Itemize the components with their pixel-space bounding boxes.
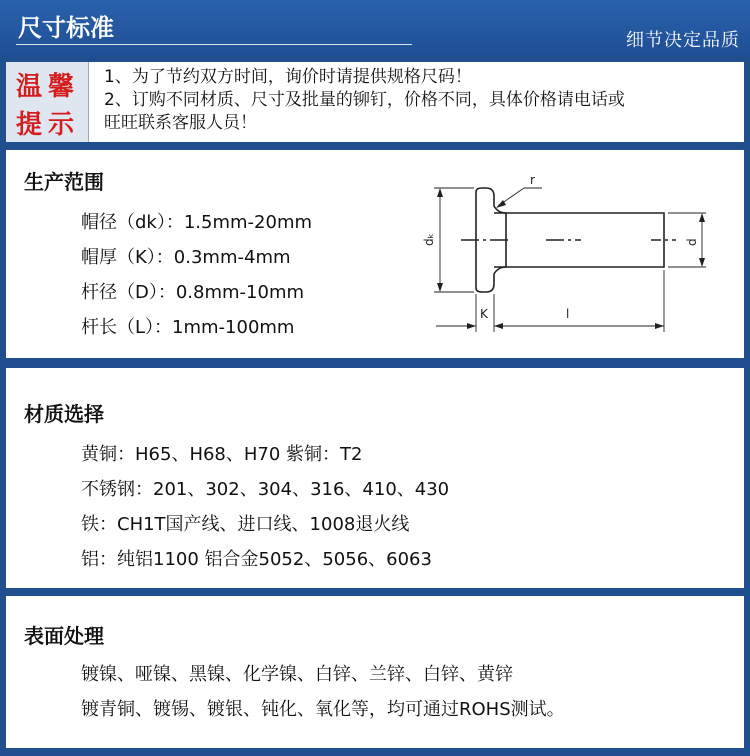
section-title: 材质选择 xyxy=(24,402,104,426)
page-title: 尺寸标准 xyxy=(18,14,114,42)
slogan: 细节决定品质 xyxy=(626,30,740,51)
rivet-dimension-diagram xyxy=(406,166,726,341)
surface-row: 镀镍、哑镍、黑镍、化学镍、白锌、兰锌、白锌、黄锌 xyxy=(81,664,513,685)
label-k: K xyxy=(480,307,488,321)
notice-label xyxy=(6,62,89,142)
label-l: l xyxy=(566,307,570,321)
notice-label-line2: 提示 xyxy=(15,110,80,140)
spec-row: 帽厚（K）：0.3mm-4mm xyxy=(81,247,291,268)
header-bar xyxy=(0,0,750,56)
section-title: 表面处理 xyxy=(24,624,104,648)
label-r: r xyxy=(530,173,535,187)
spec-row: 杆径（D）：0.8mm-10mm xyxy=(81,282,305,303)
materials-panel xyxy=(6,368,744,588)
notice-text xyxy=(104,66,744,135)
notice-line: 1、为了节约双方时间，询价时请提供规格尺码！ xyxy=(104,67,472,87)
material-row: 黄铜：H65、H68、H70 紫铜：T2 xyxy=(81,444,363,465)
production-range-panel xyxy=(6,150,744,358)
section-title: 生产范围 xyxy=(24,170,104,194)
label-dk: dₖ xyxy=(422,233,436,246)
notice-box xyxy=(6,62,744,142)
notice-label-line1: 温馨 xyxy=(15,72,80,102)
material-row: 铝：纯铝1100 铝合金5052、5056、6063 xyxy=(81,549,432,570)
material-row: 不锈钢：201、302、304、316、410、430 xyxy=(81,479,450,500)
label-d: d xyxy=(685,238,699,246)
notice-line: 2、订购不同材质、尺寸及批量的铆钉，价格不同，具体价格请电话或 xyxy=(104,90,625,110)
material-row: 铁：CH1T国产线、进口线、1008退火线 xyxy=(81,514,410,535)
spec-row: 帽径（dk）：1.5mm-20mm xyxy=(81,212,313,233)
surface-row: 镀青铜、镀锡、镀银、钝化、氧化等，均可通过ROHS测试。 xyxy=(81,699,565,720)
notice-line: 旺旺联系客服人员！ xyxy=(104,113,257,133)
spec-row: 杆长（L）：1mm-100mm xyxy=(81,317,295,338)
title-underline xyxy=(16,44,412,45)
surface-treatment-panel xyxy=(6,596,744,748)
